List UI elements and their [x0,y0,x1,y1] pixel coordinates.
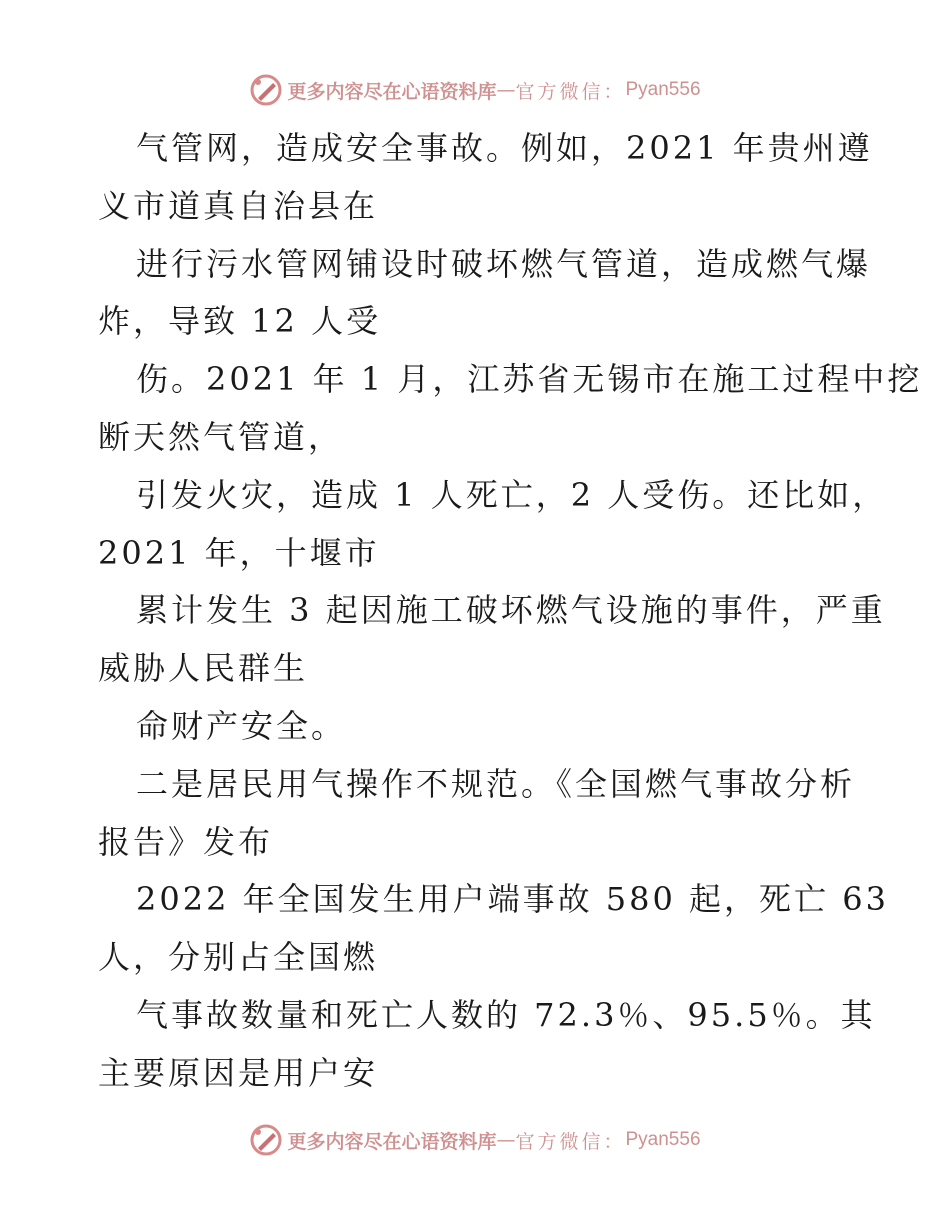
document-body [98,120,923,1103]
watermark-text: 更多内容尽在心语资料库 [287,1130,497,1153]
text-line: 累计发生 3 起因施工破坏燃气设施的事件，严重 [136,591,886,630]
watermark-label: 官方微信： [515,80,626,103]
footer-watermark [0,1120,950,1160]
text-line: 气管网，造成安全事故。例如，2021 年贵州遵 [136,129,873,167]
text-line: 威胁人民群生 [98,649,309,688]
text-line: 人，分别占全国燃 [98,938,379,977]
text-line: 命财产安全。 [136,706,347,745]
header-watermark [0,70,950,110]
text-line: 进行污水管网铺设时破坏燃气管道，造成燃气爆 [136,244,872,283]
watermark-label: 官方微信： [515,1130,626,1153]
watermark-wechat-id: Pyan556 [625,1129,701,1150]
text-line: 炸，导致 12 人受 [98,302,382,341]
text-line: 2022 年全国发生用户端事故 580 起，死亡 63 [136,880,889,919]
text-line: 伤。2021 年 1 月，江苏省无锡市在施工过程中挖 [136,360,923,399]
watermark-wechat-id: Pyan556 [625,79,701,100]
text-line: 义市道真自治县在 [98,186,379,225]
text-line: 引发火灾，造成 1 人死亡，2 人受伤。还比如， [136,475,888,514]
watermark-separator: — [496,79,516,101]
text-line: 主要原因是用户安 [98,1053,379,1092]
pen-logo-icon [249,73,283,107]
text-line: 2021 年，十堰市 [98,533,380,572]
text-line: 断天然气管道， [98,417,344,456]
text-line: 气事故数量和死亡人数的 72.3％、95.5％。其 [136,995,876,1034]
text-line: 报告》发布 [98,822,274,861]
watermark-separator: — [496,1129,516,1151]
watermark-text: 更多内容尽在心语资料库 [287,80,497,103]
pen-logo-icon [249,1123,283,1157]
text-line: 二是居民用气操作不规范。《全国燃气事故分析 [136,764,856,803]
